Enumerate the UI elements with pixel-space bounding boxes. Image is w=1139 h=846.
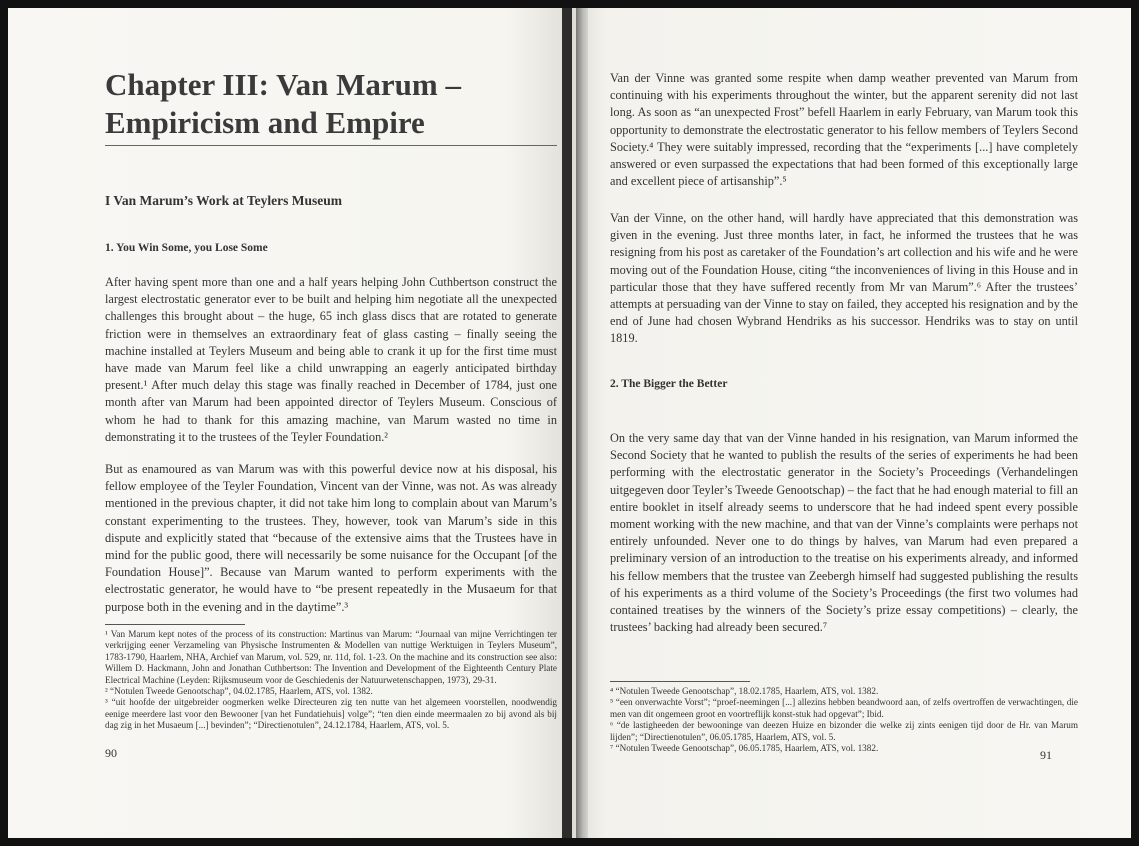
- footnote-rule-right: [610, 681, 750, 682]
- footnote-rule-left: [105, 624, 245, 625]
- chapter-title-rule: [105, 145, 557, 146]
- section-heading: I Van Marum’s Work at Teylers Museum: [105, 193, 343, 208]
- page-number-left: 90: [105, 746, 117, 760]
- left-paragraph-1: After having spent more than one and a half years helping John Cuthbertson construct the largest electrostatic generator ever to be built and helping him negotiate all the unexpected challenges this brought about – the huge, 65 inch glass discs that are rotated to generate friction were in themselves an extraordinary feat of glass casting – finally seeing the machine installed at Teylers Museum and being able to crank it up for the first time must have made van Marum feel like a child unwrapping an eagerly anticipated birthday present.¹ After much delay this stage was finally reached in December of 1784, just one month after van Marum had been appointed director of Teylers Museum. Conscious of whom he had to thank for this amazing machine, van Marum wasted no time in demonstrating it to the trustees of the Teyler Foundation.²: [105, 275, 557, 444]
- left-page: [8, 8, 562, 838]
- left-footnotes: [105, 629, 557, 732]
- subsection-heading-2: 2. The Bigger the Better: [610, 378, 728, 390]
- footnote-6: ⁶ “de lastigheeden der bewooninge van deezen Huize en bizonder die welke zij zints eenigen tijd door de Hr. van Marum lijden”; “Directienotulen”, 06.05.1785, Haarlem, ATS, vol. 5.: [610, 720, 1078, 742]
- footnote-7: ⁷ “Notulen Tweede Genootschap”, 06.05.1785, Haarlem, ATS, vol. 1382.: [610, 743, 879, 754]
- footnote-4: ⁴ “Notulen Tweede Genootschap”, 18.02.1785, Haarlem, ATS, vol. 1382.: [610, 686, 879, 696]
- page-edge-strip: [576, 8, 588, 838]
- footnote-1: ¹ Van Marum kept notes of the process of its construction: Martinus van Marum: “Journaal van mijne Verrichtingen ter verkrijging eener Verzameling van Physische Instrumenten & Modellen van nuttige Werktuigen in Teylers Museum”, 1783-1790, Haarlem, NHA, Archief van Marum, vol. 529, nr. 11d, fol. 1-23. On the machine and its construction see also: Willem D. Hackmann, John and Jonathan Cuthbertson: The Invention and Development of the Eighteenth Century Plate Electrical Machine (Leyden: Rijksmuseum voor de Geschiedenis der Natuurwetenschappen, 1973), 29-31.: [105, 629, 557, 685]
- left-paragraph-2: But as enamoured as van Marum was with this powerful device now at his disposal, his fellow employee of the Teyler Foundation, Vincent van der Vinne, was not. As was already mentioned in the previous chapter, it did not take him long to complain about van Marum’s constant experimenting to the trustees. They, however, took van Marum’s side in this dispute and explicitly stated that “because of the extensive aims that the Trustees have in mind for the public good, there will necessarily be some nuisance for the Occupant [of the Foundation House]”. Because van Marum wanted to perform experiments with the electrostatic generator, he would have to “be present repeatedly in the Musaeum for that purpose both in the evening and in the daytime”.³: [105, 462, 557, 614]
- footnote-5: ⁵ “een onverwachte Vorst”; “proef-neemingen [...] allezins hebben beandwoord aan, of zelfs overtroffen de verwachtingen, die men van dit ongemeen groot en voortreflijk konst-stuk had opgevat”; Ibid.: [610, 697, 1078, 719]
- footnote-2: ² “Notulen Tweede Genootschap”, 04.02.1785, Haarlem, ATS, vol. 1382.: [105, 686, 373, 697]
- footnote-3: ³ “uit hoofde der uitgebreider oogmerken welke Directeuren zig ten nutte van het algemeen voorstellen, noodwendig eenige meerdere last voor den Bewooner [van het Fundatiehuis] volge”; “ten dien einde meermaalen zo bij avond als bij dag zig in het Musaeum [...] bevinden”; “Directienotulen”, 24.12.1784, Haarlem, ATS, vol. 5.: [105, 697, 557, 731]
- right-paragraph-1: Van der Vinne was granted some respite when damp weather prevented van Marum from continuing with his experiments throughout the winter, but the apparent serenity did not last long. As soon as “an unexpected Frost” befell Haarlem in early February, van Marum took this opportunity to demonstrate the electrostatic generator to his fellow members of Teylers Second Society.⁴ They were suitably impressed, recording that the “experiments [...] have completely answered or even surpassed the expectations that had been formed of this exceptionally large and excellent piece of artisanship”.⁵: [610, 71, 1078, 189]
- right-footnotes: [610, 686, 1078, 754]
- right-paragraph-2: Van der Vinne, on the other hand, will hardly have appreciated that this demonstration was given in the evening. Just three months later, in fact, he informed the trustees that he was resigning from his post as caretaker of the Foundation’s art collection and his wife and he were moving out of the Foundation House, citing “the inconveniences of living in this House and in particular those that they have suffered recently from Mr van Marum”.⁶ After the trustees’ attempts at persuading van der Vinne to stay on failed, they accepted his resignation and by the end of June had chosen Wybrand Hendriks as his successor. Hendriks was to stay on until 1819.: [610, 211, 1078, 346]
- right-paragraph-3: On the very same day that van der Vinne handed in his resignation, van Marum informed the Second Society that he wanted to publish the results of the series of experiments he had been performing with the electrostatic generator in the Society’s Proceedings (Verhandelingen uitgegeven door Teyler’s Tweede Genootschap) – the fact that he had enough material to fill an entire booklet in itself already seems to underscore that he had indeed spent every possible moment working with the new machine, and that van der Vinne’s complaints were perhaps not entirely unfounded. Never one to do things by halves, van Marum had even prepared a preliminary version of an introduction to the treatise on his experiments already, and informed his fellow members that the trustee van Zeebergh himself had suggested publishing the results of his experiments as a third volume of the Society’s Proceedings (the first two volumes had contained treatises by the winners of the Society’s prize essay competitions) – clearly, the trustees’ backing had already been secured.⁷: [610, 431, 1078, 635]
- subsection-heading-1: 1. You Win Some, you Lose Some: [105, 242, 268, 254]
- page-number-right: 91: [1040, 748, 1052, 762]
- chapter-title: Chapter III: Van Marum – Empiricism and Empire: [105, 67, 461, 140]
- right-page: [572, 8, 1131, 838]
- book-gutter: [562, 8, 572, 838]
